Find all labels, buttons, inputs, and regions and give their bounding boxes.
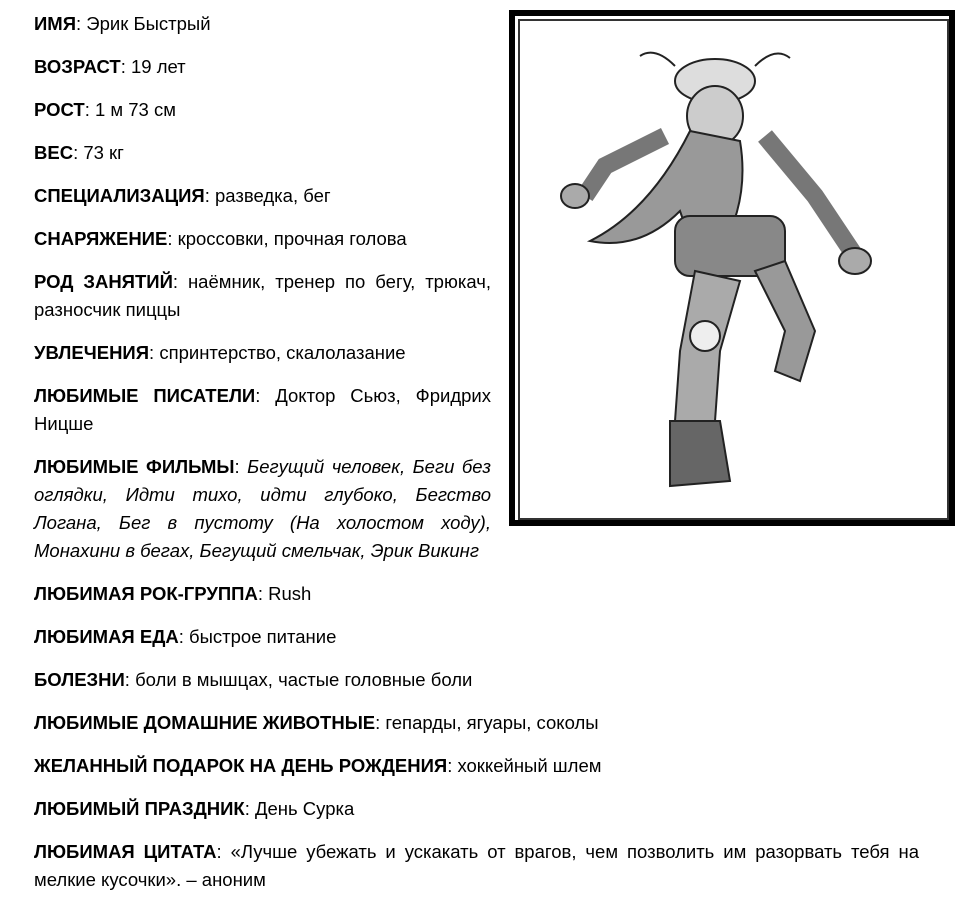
entry-value: 1 м 73 см <box>94 99 176 120</box>
profile-entry <box>34 795 919 823</box>
entry-label: ВЕС <box>34 142 74 163</box>
entry-label: ЛЮБИМЫЕ ПИСАТЕЛИ <box>34 385 256 406</box>
entry-label: ВОЗРАСТ <box>34 56 121 77</box>
profile-entry <box>34 752 919 780</box>
entry-value: 19 лет <box>130 56 186 77</box>
entry-separator: : <box>234 456 248 477</box>
entry-value: Эрик Быстрый <box>86 13 211 34</box>
entry-label: ЛЮБИМАЯ РОК-ГРУППА <box>34 583 258 604</box>
entry-separator: : <box>204 185 216 206</box>
entry-separator: : <box>120 56 131 77</box>
entry-separator: : <box>255 385 276 406</box>
profile-entry <box>34 666 919 694</box>
entry-separator: : <box>447 755 458 776</box>
entry-label: РОД ЗАНЯТИЙ <box>34 271 173 292</box>
entry-separator: : <box>84 99 95 120</box>
entry-label: ЛЮБИМАЯ ЕДА <box>34 626 179 647</box>
entry-separator: : <box>124 669 136 690</box>
entry-separator: : <box>149 342 160 363</box>
entry-label: ЖЕЛАННЫЙ ПОДАРОК НА ДЕНЬ РОЖДЕНИЯ <box>34 755 448 776</box>
entry-label: СНАРЯЖЕНИЕ <box>34 228 168 249</box>
entry-separator: : <box>178 626 190 647</box>
entry-separator: : <box>375 712 386 733</box>
entry-value: кроссовки, прочная голова <box>177 228 407 249</box>
entry-value: разведка, бег <box>215 185 331 206</box>
character-illustration-frame <box>509 10 955 526</box>
entry-value: наёмник, тренер по бегу, трюкач, разносчик пиццы <box>34 271 491 320</box>
entry-label: ЛЮБИМЫЕ ДОМАШНИЕ ЖИВОТНЫЕ <box>34 712 376 733</box>
viking-runner-illustration <box>555 36 885 506</box>
entry-separator: : <box>216 841 231 862</box>
entry-value: Бегущий человек, Беги без оглядки, Идти тихо, идти глубоко, Бегство Логана, Бег в пустоту (На холостом ходу), Монахини в бегах, Бегущий смельчак, Эрик Викинг <box>34 456 491 561</box>
profile-entry <box>34 623 919 651</box>
entry-label: ИМЯ <box>34 13 77 34</box>
entry-label: СПЕЦИАЛИЗАЦИЯ <box>34 185 205 206</box>
entry-value: быстрое питание <box>189 626 337 647</box>
entry-value: День Сурка <box>254 798 355 819</box>
profile-entry <box>34 709 919 737</box>
profile-entry <box>34 838 919 894</box>
entry-value: боли в мышцах, частые головные боли <box>135 669 473 690</box>
entry-value: спринтерство, скалолазание <box>159 342 406 363</box>
entry-value: Rush <box>268 583 312 604</box>
profile-entry <box>34 580 919 608</box>
entry-separator: : <box>257 583 269 604</box>
entry-value: гепарды, ягуары, соколы <box>385 712 599 733</box>
entry-label: ЛЮБИМЫЕ ФИЛЬМЫ <box>34 456 235 477</box>
entry-separator: : <box>73 142 84 163</box>
entry-value: хоккейный шлем <box>457 755 602 776</box>
entry-separator: : <box>172 271 188 292</box>
entry-separator: : <box>244 798 255 819</box>
entry-separator: : <box>167 228 178 249</box>
entry-value: «Лучше убежать и ускакать от врагов, чем позволить им разорвать тебя на мелкие кусочки». – аноним <box>34 841 919 890</box>
entry-label: БОЛЕЗНИ <box>34 669 125 690</box>
entry-label: ЛЮБИМЫЙ ПРАЗДНИК <box>34 798 245 819</box>
entry-value: 73 кг <box>83 142 124 163</box>
entry-value: Доктор Сьюз, Фридрих Ницше <box>34 385 491 434</box>
entry-label: РОСТ <box>34 99 85 120</box>
entry-label: ЛЮБИМАЯ ЦИТАТА <box>34 841 217 862</box>
entry-label: УВЛЕЧЕНИЯ <box>34 342 150 363</box>
character-profile <box>34 10 919 909</box>
entry-separator: : <box>76 13 87 34</box>
